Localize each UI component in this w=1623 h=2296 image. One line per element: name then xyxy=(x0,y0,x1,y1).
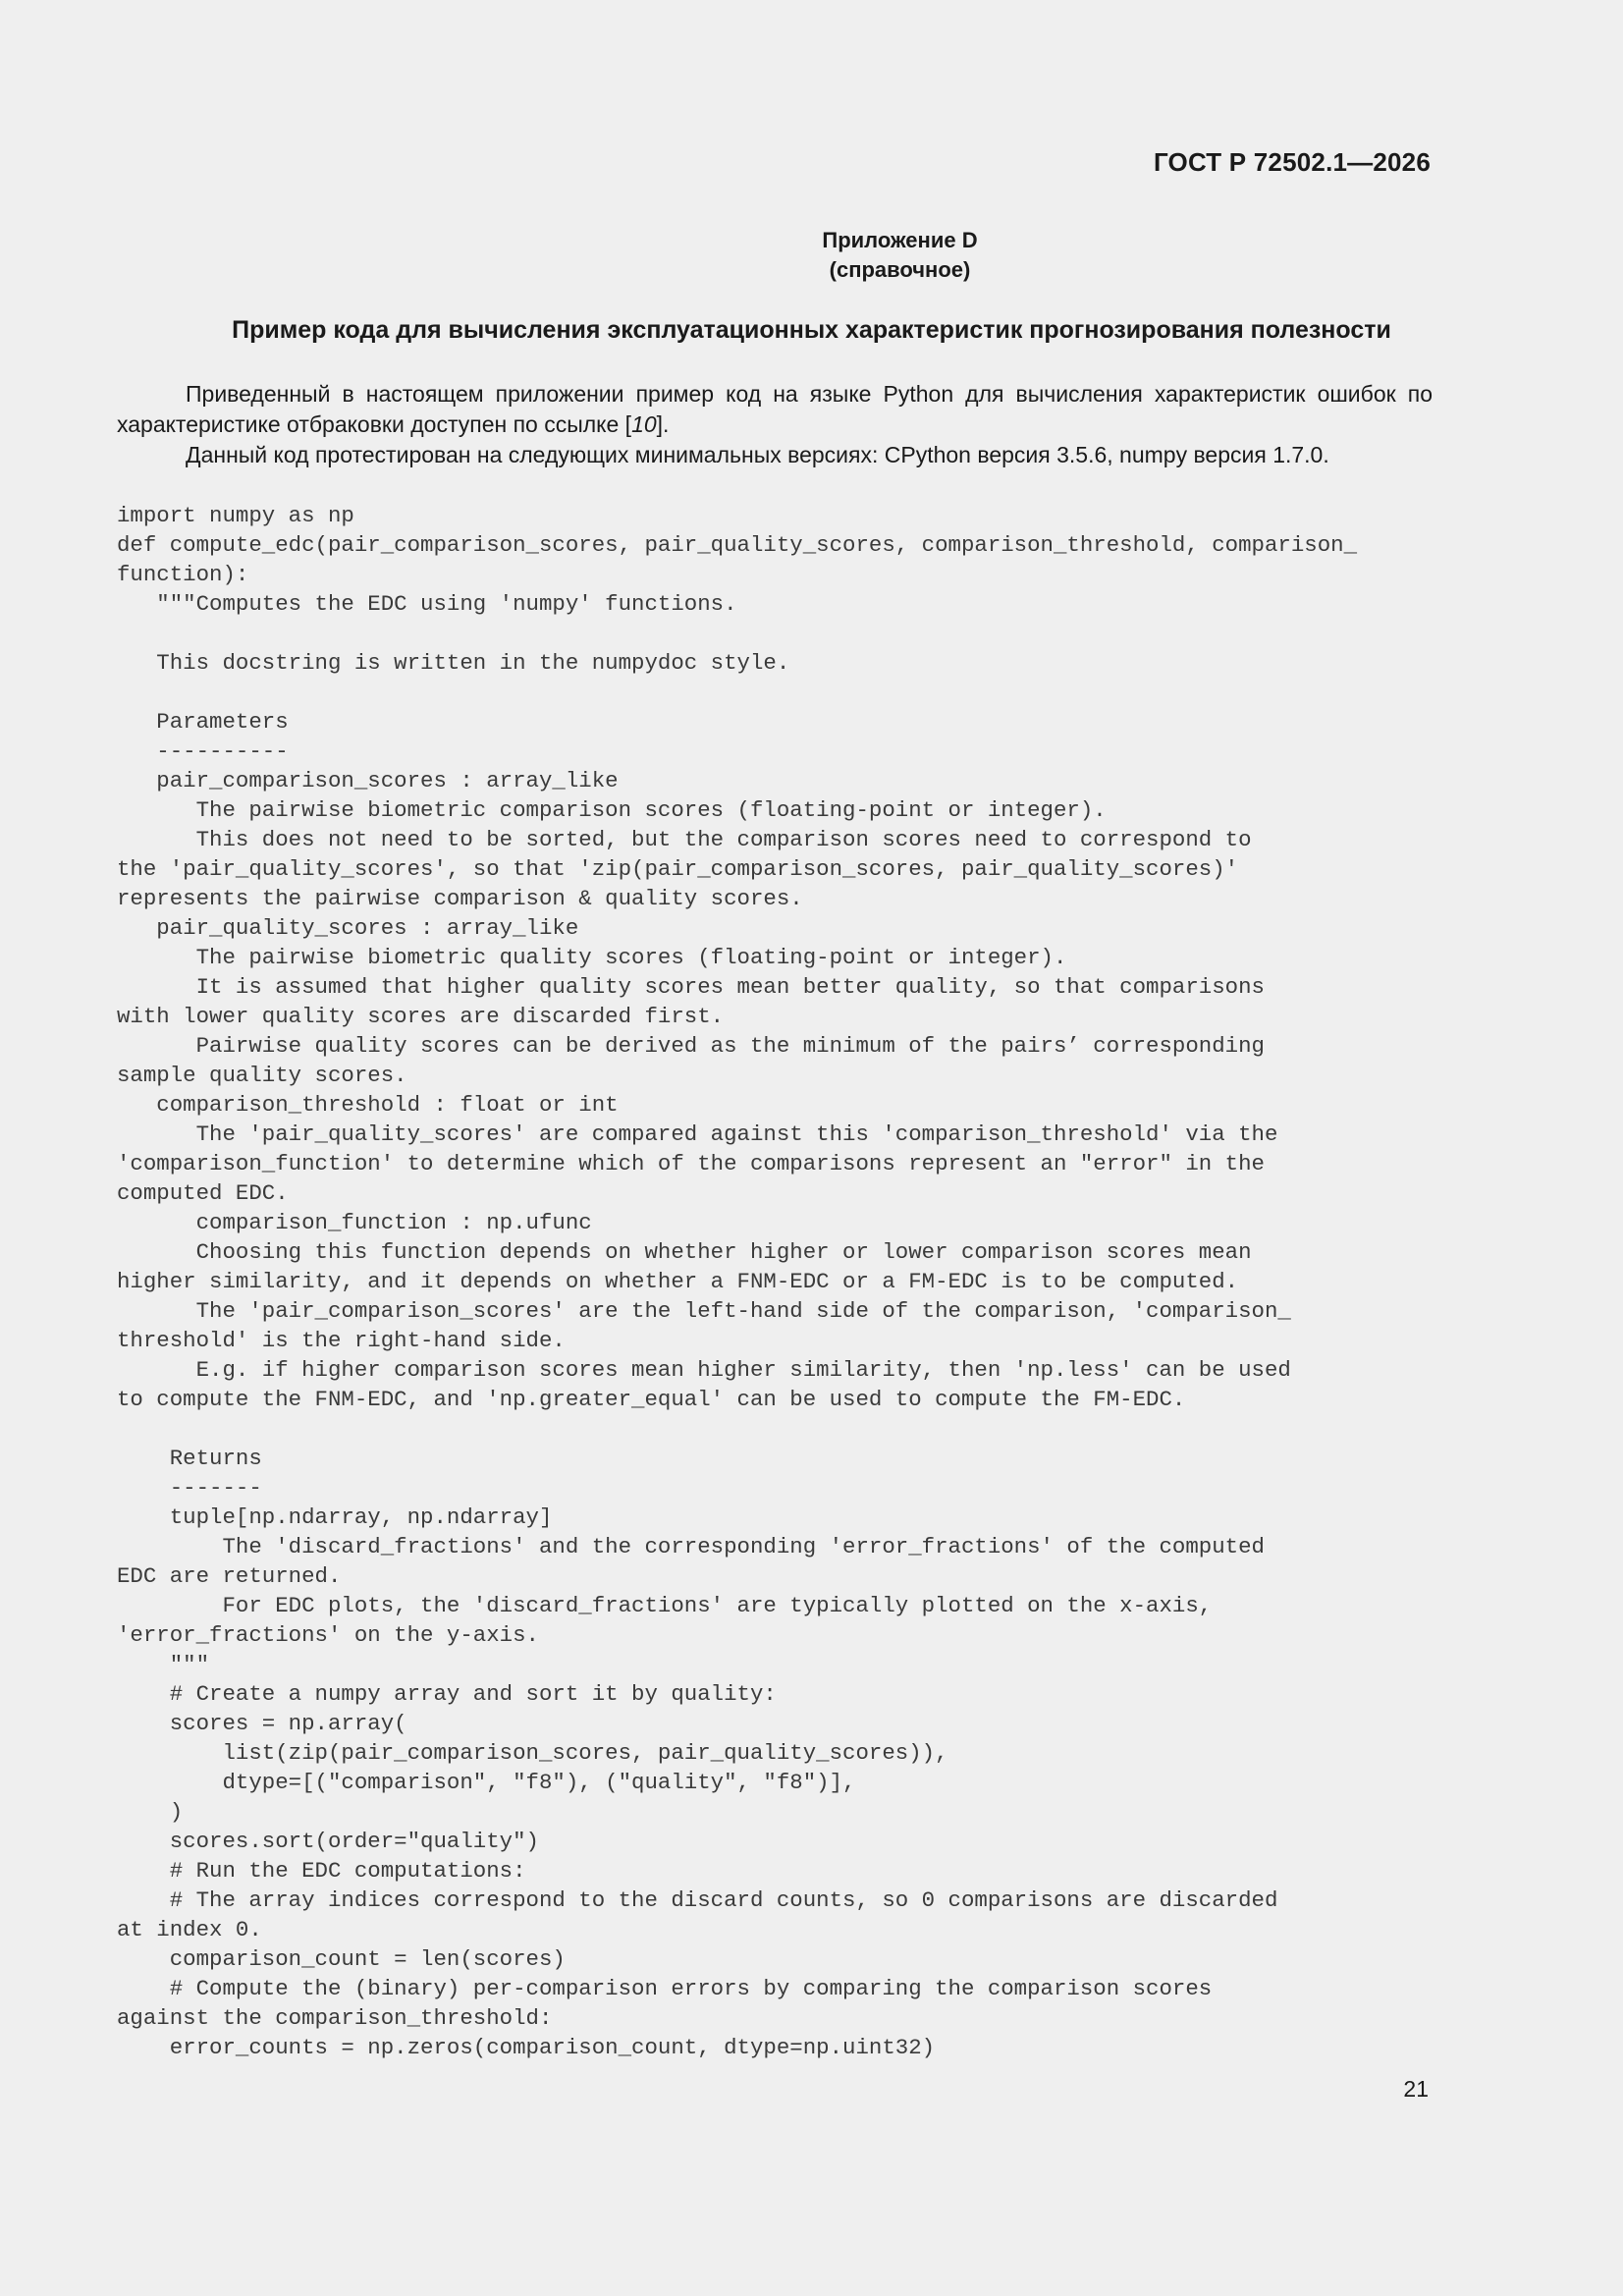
code-line: function): xyxy=(117,562,249,587)
code-listing xyxy=(117,501,1452,2062)
code-line: EDC are returned. xyxy=(117,1563,342,1589)
code-line: threshold' is the right-hand side. xyxy=(117,1328,566,1353)
code-line: Pairwise quality scores can be derived as the minimum of the pairs’ corresponding xyxy=(117,1033,1265,1059)
code-line: def compute_edc(pair_comparison_scores, pair_quality_scores, comparison_threshold, comparison_ xyxy=(117,532,1358,558)
code-line: import numpy as np xyxy=(117,503,354,528)
code-line: ) xyxy=(117,1799,184,1825)
intro-paragraph-1-end: ]. xyxy=(656,411,670,437)
code-line: """Computes the EDC using 'numpy' functions. xyxy=(117,591,737,617)
code-line: scores.sort(order="quality") xyxy=(117,1829,539,1854)
code-line: computed EDC. xyxy=(117,1180,289,1206)
code-line: # Run the EDC computations: xyxy=(117,1858,526,1884)
code-line: The pairwise biometric quality scores (floating-point or integer). xyxy=(117,945,1067,970)
code-line: sample quality scores. xyxy=(117,1063,407,1088)
code-line: Parameters xyxy=(117,709,289,735)
code-line: scores = np.array( xyxy=(117,1711,407,1736)
code-line xyxy=(117,619,1452,648)
code-line: against the comparison_threshold: xyxy=(117,2005,553,2031)
code-line: ------- xyxy=(117,1475,262,1501)
reference-number: 10 xyxy=(631,411,657,437)
intro-paragraph-1-text: Приведенный в настоящем приложении пример код на языке Python для вычисления характеристик ошибок по характеристике отбраковки доступен по ссылке [ xyxy=(117,381,1433,437)
code-line: represents the pairwise comparison & quality scores. xyxy=(117,886,803,911)
code-line: Choosing this function depends on whether higher or lower comparison scores mean xyxy=(117,1239,1252,1265)
section-title: Пример кода для вычисления эксплуатационных характеристик прогнозирования полезности xyxy=(232,316,1391,344)
code-line: pair_comparison_scores : array_like xyxy=(117,768,619,793)
appendix-subtitle: (справочное) xyxy=(829,257,971,282)
page-number: 21 xyxy=(1403,2076,1429,2102)
code-line: tuple[np.ndarray, np.ndarray] xyxy=(117,1504,553,1530)
code-line: dtype=[("comparison", "f8"), ("quality", "f8")], xyxy=(117,1770,856,1795)
code-line: # Compute the (binary) per-comparison errors by comparing the comparison scores xyxy=(117,1976,1213,2001)
code-line xyxy=(117,1414,1452,1444)
code-line: The 'pair_quality_scores' are compared against this 'comparison_threshold' via the xyxy=(117,1121,1278,1147)
code-line: list(zip(pair_comparison_scores, pair_quality_scores)), xyxy=(117,1740,948,1766)
code-line: Returns xyxy=(117,1446,262,1471)
code-line: """ xyxy=(117,1652,210,1677)
code-line: comparison_function : np.ufunc xyxy=(117,1210,592,1235)
code-line: For EDC plots, the 'discard_fractions' are typically plotted on the x-axis, xyxy=(117,1593,1213,1618)
code-line: E.g. if higher comparison scores mean higher similarity, then 'np.less' can be used xyxy=(117,1357,1291,1383)
code-line: at index 0. xyxy=(117,1917,262,1942)
code-line: # Create a numpy array and sort it by quality: xyxy=(117,1681,777,1707)
code-line xyxy=(117,678,1452,707)
code-line: The pairwise biometric comparison scores (floating-point or integer). xyxy=(117,797,1107,823)
code-line: to compute the FNM-EDC, and 'np.greater_equal' can be used to compute the FM-EDC. xyxy=(117,1387,1186,1412)
code-line: error_counts = np.zeros(comparison_count, dtype=np.uint32) xyxy=(117,2035,936,2060)
code-line: It is assumed that higher quality scores mean better quality, so that comparisons xyxy=(117,974,1265,1000)
intro-paragraph-2: Данный код протестирован на следующих минимальных версиях: CPython версия 3.5.6, numpy версия 1.7.0. xyxy=(186,442,1329,467)
appendix-heading xyxy=(0,226,1623,285)
code-line: comparison_threshold : float or int xyxy=(117,1092,619,1118)
code-line: # The array indices correspond to the discard counts, so 0 comparisons are discarded xyxy=(117,1887,1278,1913)
code-line: 'comparison_function' to determine which of the comparisons represent an "error" in the xyxy=(117,1151,1265,1176)
intro-paragraph-1 xyxy=(117,379,1433,440)
document-id-header: ГОСТ Р 72502.1—2026 xyxy=(1153,147,1431,177)
code-line: comparison_count = len(scores) xyxy=(117,1946,566,1972)
code-line: higher similarity, and it depends on whether a FNM-EDC or a FM-EDC is to be computed. xyxy=(117,1269,1239,1294)
code-line: the 'pair_quality_scores', so that 'zip(pair_comparison_scores, pair_quality_scores)' xyxy=(117,856,1239,882)
code-line: ---------- xyxy=(117,738,289,764)
code-line: This does not need to be sorted, but the comparison scores need to correspond to xyxy=(117,827,1252,852)
code-line: pair_quality_scores : array_like xyxy=(117,915,579,941)
code-line: The 'discard_fractions' and the corresponding 'error_fractions' of the computed xyxy=(117,1534,1265,1559)
code-line: with lower quality scores are discarded first. xyxy=(117,1004,725,1029)
code-line: The 'pair_comparison_scores' are the left-hand side of the comparison, 'comparison_ xyxy=(117,1298,1291,1324)
code-line: 'error_fractions' on the y-axis. xyxy=(117,1622,539,1648)
appendix-title: Приложение D xyxy=(822,228,978,252)
intro-text xyxy=(117,379,1433,470)
code-line: This docstring is written in the numpydoc style. xyxy=(117,650,790,676)
